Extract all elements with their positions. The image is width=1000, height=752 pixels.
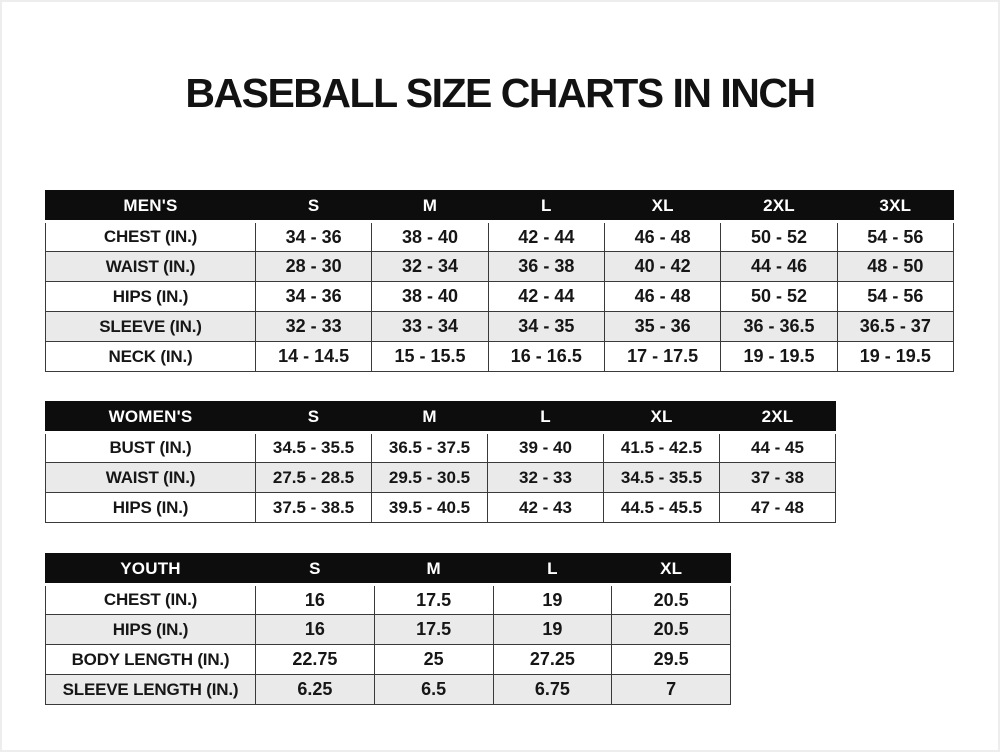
size-value-cell: 15 - 15.5 xyxy=(372,342,488,372)
size-value-cell: 36.5 - 37 xyxy=(837,312,953,342)
mens-size-table xyxy=(45,190,954,372)
row-label: CHEST (IN.) xyxy=(46,585,256,615)
row-label: HIPS (IN.) xyxy=(46,282,256,312)
size-value-cell: 42 - 44 xyxy=(488,222,604,252)
size-value-cell: 16 - 16.5 xyxy=(488,342,604,372)
size-value-cell: 25 xyxy=(374,645,493,675)
size-value-cell: 34.5 - 35.5 xyxy=(604,463,720,493)
youth-size-column-header: XL xyxy=(612,554,731,585)
size-value-cell: 22.75 xyxy=(256,645,375,675)
table-row xyxy=(46,675,731,705)
youth-size-table xyxy=(45,553,731,705)
mens-table-title: MEN'S xyxy=(46,191,256,222)
size-value-cell: 32 - 34 xyxy=(372,252,488,282)
youth-table-title: YOUTH xyxy=(46,554,256,585)
size-value-cell: 44 - 45 xyxy=(720,433,836,463)
table-row xyxy=(46,282,954,312)
size-value-cell: 29.5 xyxy=(612,645,731,675)
size-value-cell: 50 - 52 xyxy=(721,222,837,252)
womens-size-column-header: S xyxy=(256,402,372,433)
size-value-cell: 6.5 xyxy=(374,675,493,705)
size-value-cell: 19 - 19.5 xyxy=(721,342,837,372)
size-value-cell: 39.5 - 40.5 xyxy=(372,493,488,523)
row-label: BUST (IN.) xyxy=(46,433,256,463)
table-row xyxy=(46,585,731,615)
table-row xyxy=(46,252,954,282)
mens-size-column-header: XL xyxy=(604,191,720,222)
size-value-cell: 42 - 44 xyxy=(488,282,604,312)
womens-size-column-header: XL xyxy=(604,402,720,433)
row-label: SLEEVE (IN.) xyxy=(46,312,256,342)
size-value-cell: 28 - 30 xyxy=(256,252,372,282)
size-value-cell: 54 - 56 xyxy=(837,222,953,252)
size-value-cell: 54 - 56 xyxy=(837,282,953,312)
size-value-cell: 44 - 46 xyxy=(721,252,837,282)
size-value-cell: 34 - 36 xyxy=(256,282,372,312)
size-value-cell: 27.5 - 28.5 xyxy=(256,463,372,493)
womens-table-title: WOMEN'S xyxy=(46,402,256,433)
size-value-cell: 38 - 40 xyxy=(372,222,488,252)
row-label: CHEST (IN.) xyxy=(46,222,256,252)
size-value-cell: 37.5 - 38.5 xyxy=(256,493,372,523)
size-value-cell: 7 xyxy=(612,675,731,705)
size-value-cell: 14 - 14.5 xyxy=(256,342,372,372)
mens-size-column-header: S xyxy=(256,191,372,222)
size-value-cell: 36 - 38 xyxy=(488,252,604,282)
size-value-cell: 39 - 40 xyxy=(488,433,604,463)
table-row xyxy=(46,645,731,675)
size-value-cell: 36.5 - 37.5 xyxy=(372,433,488,463)
size-value-cell: 6.75 xyxy=(493,675,612,705)
table-row xyxy=(46,463,836,493)
womens-size-column-header: M xyxy=(372,402,488,433)
size-value-cell: 32 - 33 xyxy=(256,312,372,342)
size-value-cell: 16 xyxy=(256,615,375,645)
youth-header-row xyxy=(46,554,731,585)
youth-size-column-header: L xyxy=(493,554,612,585)
size-value-cell: 17.5 xyxy=(374,615,493,645)
size-value-cell: 37 - 38 xyxy=(720,463,836,493)
size-value-cell: 50 - 52 xyxy=(721,282,837,312)
mens-header-row xyxy=(46,191,954,222)
mens-size-table-container xyxy=(45,190,954,372)
size-value-cell: 19 - 19.5 xyxy=(837,342,953,372)
size-value-cell: 33 - 34 xyxy=(372,312,488,342)
row-label: NECK (IN.) xyxy=(46,342,256,372)
womens-size-column-header: L xyxy=(488,402,604,433)
youth-size-column-header: S xyxy=(256,554,375,585)
size-value-cell: 48 - 50 xyxy=(837,252,953,282)
table-row xyxy=(46,342,954,372)
size-value-cell: 34 - 36 xyxy=(256,222,372,252)
table-row xyxy=(46,222,954,252)
size-value-cell: 46 - 48 xyxy=(604,282,720,312)
size-value-cell: 32 - 33 xyxy=(488,463,604,493)
row-label: SLEEVE LENGTH (IN.) xyxy=(46,675,256,705)
size-value-cell: 44.5 - 45.5 xyxy=(604,493,720,523)
womens-size-table-container xyxy=(45,401,836,523)
womens-size-column-header: 2XL xyxy=(720,402,836,433)
mens-size-column-header: 3XL xyxy=(837,191,953,222)
size-value-cell: 46 - 48 xyxy=(604,222,720,252)
size-value-cell: 36 - 36.5 xyxy=(721,312,837,342)
size-value-cell: 20.5 xyxy=(612,585,731,615)
size-value-cell: 16 xyxy=(256,585,375,615)
size-value-cell: 35 - 36 xyxy=(604,312,720,342)
size-value-cell: 34.5 - 35.5 xyxy=(256,433,372,463)
womens-header-row xyxy=(46,402,836,433)
size-value-cell: 27.25 xyxy=(493,645,612,675)
size-value-cell: 6.25 xyxy=(256,675,375,705)
row-label: BODY LENGTH (IN.) xyxy=(46,645,256,675)
table-row xyxy=(46,312,954,342)
womens-size-table xyxy=(45,401,836,523)
size-value-cell: 47 - 48 xyxy=(720,493,836,523)
size-value-cell: 41.5 - 42.5 xyxy=(604,433,720,463)
size-value-cell: 40 - 42 xyxy=(604,252,720,282)
row-label: WAIST (IN.) xyxy=(46,463,256,493)
row-label: WAIST (IN.) xyxy=(46,252,256,282)
size-value-cell: 34 - 35 xyxy=(488,312,604,342)
size-value-cell: 20.5 xyxy=(612,615,731,645)
mens-size-column-header: 2XL xyxy=(721,191,837,222)
size-value-cell: 19 xyxy=(493,615,612,645)
size-value-cell: 38 - 40 xyxy=(372,282,488,312)
row-label: HIPS (IN.) xyxy=(46,615,256,645)
youth-size-column-header: M xyxy=(374,554,493,585)
size-value-cell: 29.5 - 30.5 xyxy=(372,463,488,493)
table-row xyxy=(46,615,731,645)
size-value-cell: 17.5 xyxy=(374,585,493,615)
table-row xyxy=(46,433,836,463)
page-title: BASEBALL SIZE CHARTS IN INCH xyxy=(185,70,815,116)
youth-size-table-container xyxy=(45,553,731,705)
table-row xyxy=(46,493,836,523)
mens-size-column-header: L xyxy=(488,191,604,222)
size-value-cell: 19 xyxy=(493,585,612,615)
size-value-cell: 42 - 43 xyxy=(488,493,604,523)
row-label: HIPS (IN.) xyxy=(46,493,256,523)
mens-size-column-header: M xyxy=(372,191,488,222)
size-value-cell: 17 - 17.5 xyxy=(604,342,720,372)
